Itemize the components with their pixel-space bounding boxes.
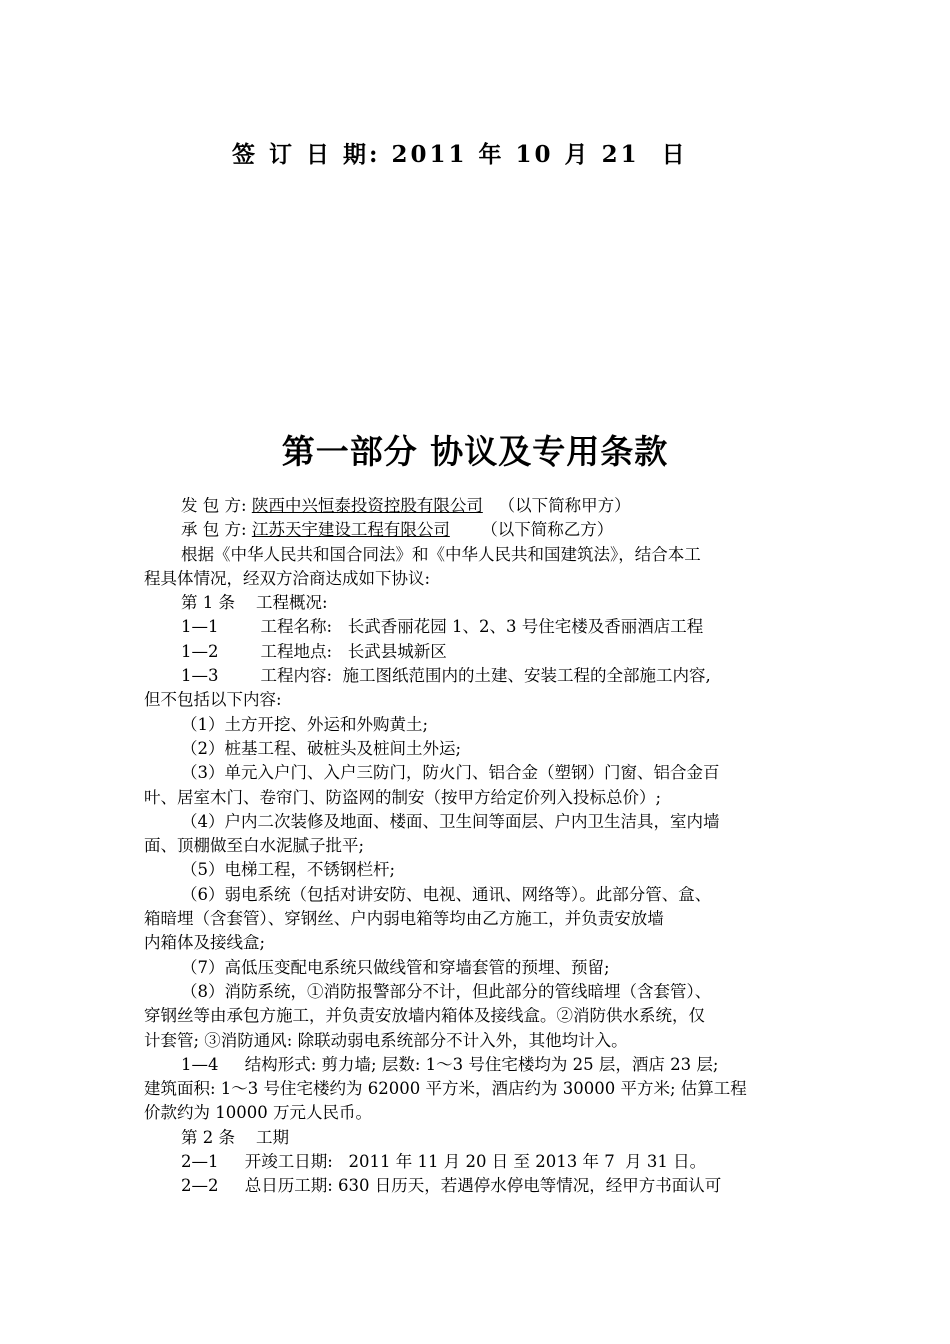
clause-line: 2—2 总日历工期: 630 日历天，若遇停水停电等情况，经甲方书面认可 <box>181 1176 722 1196</box>
list-item: （8）消防系统，①消防报警部分不计，但此部分的管线暗埋（含套管）、 <box>181 981 712 1001</box>
list-item: （7）高低压变配电系统只做线管和穿墙套管的预埋、预留; <box>181 957 610 977</box>
list-item: （1）土方开挖、外运和外购黄土; <box>181 714 429 734</box>
contractor-label: 承 包 方: <box>181 520 247 540</box>
clause-line: 2—1 开竣工日期: 2011 年 11 月 20 日 至 2013 年 7 月 31 日。 <box>181 1152 707 1172</box>
contractor-note: （以下简称乙方） <box>481 520 614 540</box>
text-line: 箱暗埋（含套管）、穿钢丝、户内弱电箱等均由乙方施工，并负责安放墙 <box>144 909 664 929</box>
text-line: 内箱体及接线盒; <box>144 933 266 953</box>
list-item: （6）弱电系统（包括对讲安防、电视、通讯、网络等）。此部分管、盒、 <box>181 884 712 904</box>
text-line: 但不包括以下内容: <box>144 690 282 710</box>
article-heading: 第 1 条 工程概况: <box>181 593 328 613</box>
article-heading: 第 2 条 工期 <box>181 1127 289 1147</box>
text-line: 价款约为 10000 万元人民币。 <box>144 1103 372 1123</box>
clause-line: 1—2 工程地点: 长武县城新区 <box>181 641 447 661</box>
text-line: 计套管; ③消防通风: 除联动弱电系统部分不计入外，其他均计入。 <box>144 1030 628 1050</box>
list-item: （5）电梯工程，不锈钢栏杆; <box>181 860 396 880</box>
text-line: 叶、居室木门、卷帘门、防盗网的制安（按甲方给定价列入投标总价）; <box>144 787 662 807</box>
part-title: 第一部分 协议及专用条款 <box>281 432 669 471</box>
list-item: （2）桩基工程、破桩头及桩间土外运; <box>181 738 462 758</box>
text-line: 面、顶棚做至白水泥腻子批平; <box>144 836 365 856</box>
text-line: 程具体情况，经双方洽商达成如下协议: <box>144 568 431 588</box>
text-line: 穿钢丝等由承包方施工，并负责安放墙内箱体及接线盒。②消防供水系统，仅 <box>144 1006 705 1026</box>
contractor-name: 江苏天宇建设工程有限公司 <box>251 520 450 540</box>
employer-label: 发 包 方: <box>181 496 247 515</box>
clause-line: 1—1 工程名称: 长武香丽花园 1、2、3 号住宅楼及香丽酒店工程 <box>181 617 704 637</box>
signing-date: 签 订 日 期: 2011 年 10 月 21 日 <box>232 141 688 168</box>
employer-line <box>144 494 808 518</box>
document-body <box>144 494 808 1199</box>
text-line: 建筑面积: 1～3 号住宅楼约为 62000 平方米，酒店约为 30000 平方米; 估算工程 <box>144 1079 747 1099</box>
employer-note: （以下简称甲方） <box>498 496 631 515</box>
list-item: （3）单元入户门、入户三防门，防火门、铝合金（塑钢）门窗、铝合金百 <box>181 763 720 783</box>
text-line: 根据《中华人民共和国合同法》和《中华人民共和国建筑法》，结合本工 <box>181 544 701 564</box>
contractor-line <box>144 518 808 542</box>
list-item: （4）户内二次装修及地面、楼面、卫生间等面层、户内卫生洁具，室内墙 <box>181 811 720 831</box>
clause-line: 1—4 结构形式: 剪力墙; 层数: 1～3 号住宅楼均为 25 层，酒店 23 层; <box>181 1054 719 1074</box>
clause-line: 1—3 工程内容: 施工图纸范围内的土建、安装工程的全部施工内容, <box>181 666 711 686</box>
employer-name: 陕西中兴恒泰投资控股有限公司 <box>251 496 483 515</box>
